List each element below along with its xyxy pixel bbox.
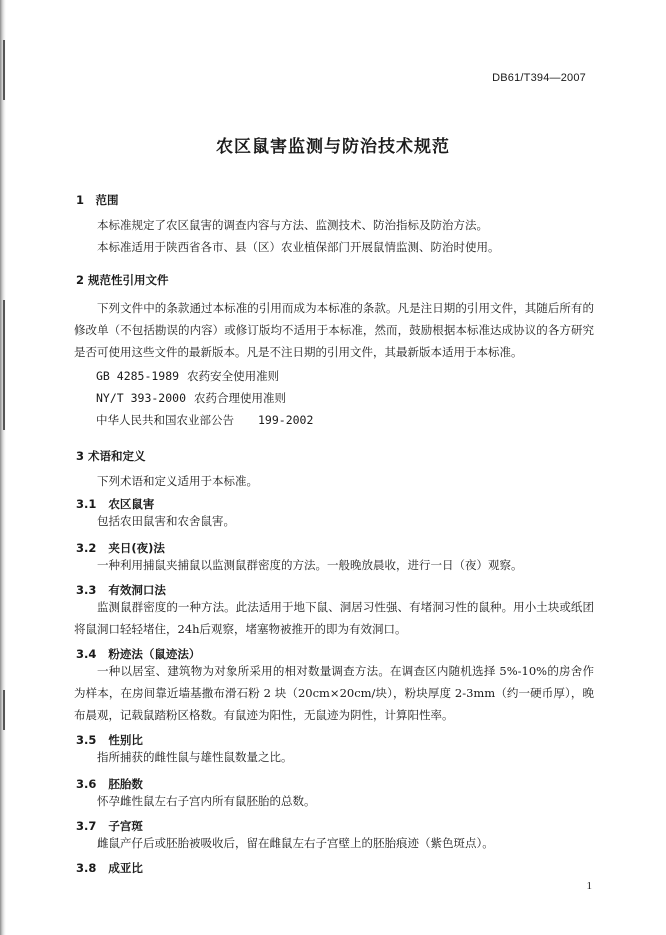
- section-2-heading: 2 规范性引用文件: [76, 273, 169, 287]
- document-title: 农区鼠害监测与防治技术规范: [216, 137, 450, 157]
- reference-name: 农药安全使用准则: [187, 369, 280, 383]
- term-heading: [76, 860, 143, 876]
- term-number: 3.2: [76, 541, 97, 555]
- term-name: 子宫斑: [108, 819, 143, 833]
- term-number: 3.7: [76, 819, 97, 833]
- reference-code: NY/T 393-2000: [96, 391, 187, 405]
- term-definition: 怀孕雌性鼠左右子宫内所有鼠胚胎的总数。: [97, 794, 316, 808]
- term-name: 胚胎数: [108, 777, 143, 791]
- term-number: 3.1: [76, 497, 97, 511]
- section-2-para: 下列文件中的条款通过本标准的引用而成为本标准的条款。凡是注日期的引用文件，其随后所有的修改单（不包括勘误的内容）或修订版均不适用于本标准，然而，鼓励根据本标准达成协议的各方研究是否可使用这些文件的最新版本。凡是不注日期的引用文件，其最新版本适用于本标准。: [74, 301, 594, 359]
- page-number: 1: [586, 880, 592, 892]
- scan-mark: [3, 690, 5, 730]
- section-3-intro: 下列术语和定义适用于本标准。: [97, 474, 258, 488]
- standard-code: DB61/T394—2007: [492, 72, 586, 84]
- section-1-heading: 1 范围: [76, 193, 119, 207]
- section-3-heading: 3 术语和定义: [76, 449, 146, 463]
- section-1-para-2: 本标准适用于陕西省各市、县（区）农业植保部门开展鼠情监测、防治时使用。: [97, 240, 500, 254]
- term-name: 粉迹法（鼠迹法）: [108, 647, 201, 661]
- reference-item: [96, 390, 286, 406]
- term-definition: 指所捕获的雌性鼠与雄性鼠数量之比。: [97, 750, 293, 764]
- term-name: 农区鼠害: [108, 497, 155, 511]
- reference-code: GB 4285-1989: [96, 369, 180, 383]
- term-number: 3.8: [76, 861, 97, 875]
- term-number: 3.5: [76, 733, 97, 747]
- reference-item: [96, 412, 313, 428]
- term-number: 3.3: [76, 583, 97, 597]
- term-definition: 一种利用捕鼠夹捕鼠以监测鼠群密度的方法。一般晚放晨收，进行一日（夜）观察。: [97, 558, 523, 572]
- reference-name: 农药合理使用准则: [194, 391, 287, 405]
- reference-item: [96, 368, 279, 384]
- section-1-para-1: 本标准规定了农区鼠害的调查内容与方法、监测技术、防治指标及防治方法。: [97, 218, 488, 232]
- term-name: 夹日(夜)法: [108, 541, 165, 555]
- reference-name: 199-2002: [258, 413, 314, 427]
- term-name: 成亚比: [108, 861, 143, 875]
- scan-mark: [3, 300, 5, 430]
- term-name: 性别比: [108, 733, 143, 747]
- reference-code: 中华人民共和国农业部公告: [96, 413, 234, 427]
- term-definition: 一种以居室、建筑物为对象所采用的相对数量调查方法。在调查区内随机选择 5%-10%的房舍作为样本，在房间靠近墙基撒布滑石粉 2 块（20cm×20cm/块），粉块厚度 2-3mm（约一硬币厚），晚布晨观，记载鼠踏粉区格数。有鼠迹为阳性，无鼠迹为阴性，计算阳性率。: [74, 664, 594, 722]
- term-name: 有效洞口法: [108, 583, 166, 597]
- term-number: 3.6: [76, 777, 97, 791]
- term-definition: 包括农田鼠害和农舍鼠害。: [97, 514, 235, 528]
- term-definition: 雌鼠产仔后或胚胎被吸收后，留在雌鼠左右子宫壁上的胚胎痕迹（紫色斑点）。: [97, 836, 494, 850]
- scan-mark: [3, 40, 5, 100]
- term-definition: 监测鼠群密度的一种方法。此法适用于地下鼠、洞居习性强、有堵洞习性的鼠种。用小土块或纸团将鼠洞口轻轻堵住，24h后观察，堵塞物被推开的即为有效洞口。: [74, 600, 594, 636]
- term-number: 3.4: [76, 647, 97, 661]
